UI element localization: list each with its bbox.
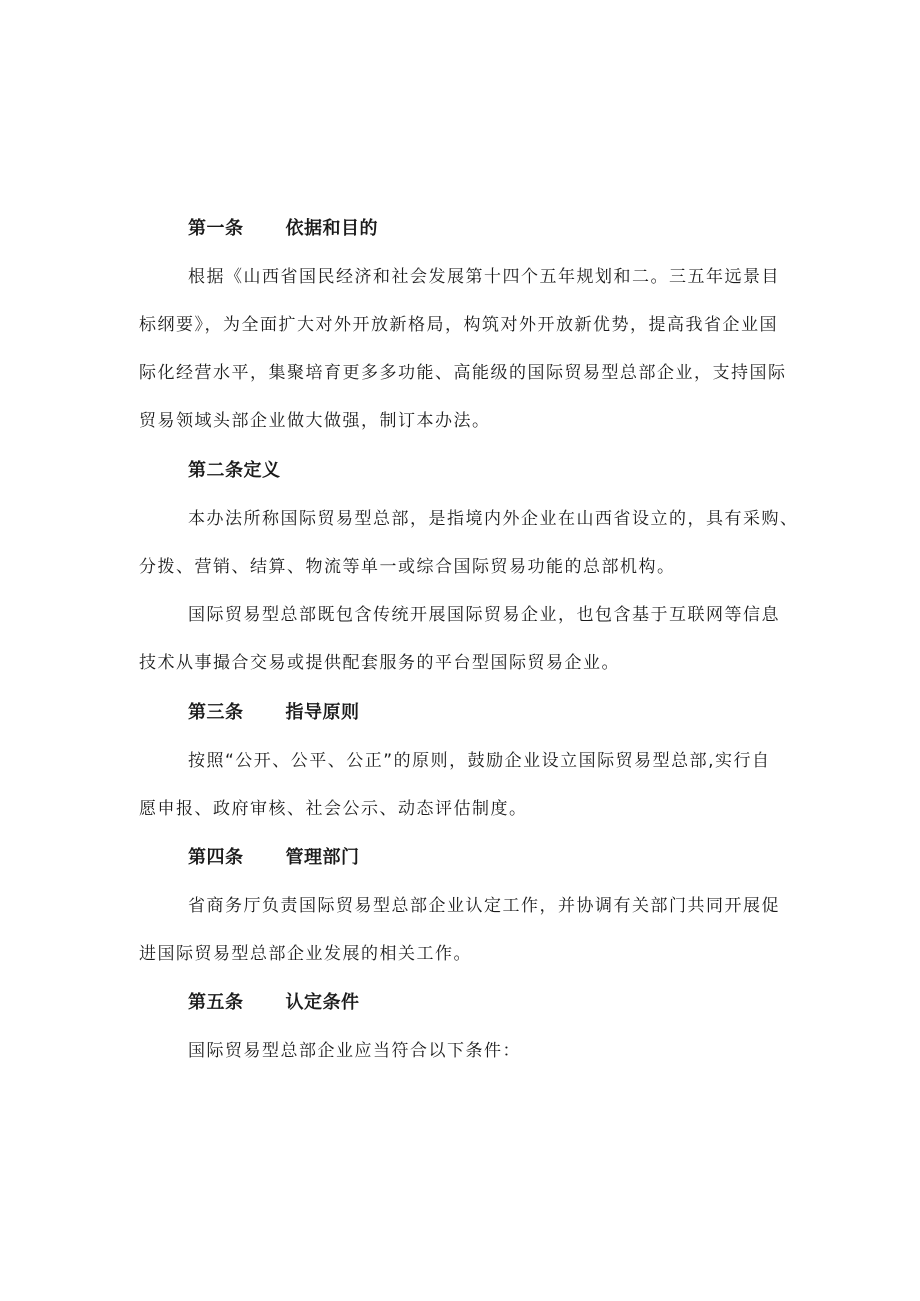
- article-4-title: 管理部门: [285, 847, 360, 868]
- article-1-title: 依据和目的: [285, 218, 378, 239]
- paragraph-line: 分拨、营销、结算、物流等单一或综合国际贸易功能的总部机构。: [139, 557, 676, 577]
- article-3-heading: [188, 702, 360, 724]
- article-4-paragraph: [139, 895, 839, 991]
- article-4-number: 第四条: [188, 847, 244, 868]
- article-4-heading: [188, 847, 360, 869]
- article-5-heading: [188, 992, 360, 1014]
- paragraph-line: 贸易领域头部企业做大做强，制订本办法。: [139, 411, 491, 431]
- paragraph-line: 本办法所称国际贸易型总部，是指境内外企业在山西省设立的，具有采购、: [188, 509, 799, 529]
- article-3-paragraph: [139, 750, 839, 846]
- paragraph-line: 进国际贸易型总部企业发展的相关工作。: [139, 944, 472, 964]
- paragraph-line: 际化经营水平，集聚培育更多多功能、高能级的国际贸易型总部企业，支持国际: [139, 363, 787, 383]
- paragraph-line: 标纲要》，为全面扩大对外开放新格局，构筑对外开放新优势，提高我省企业国: [139, 315, 778, 335]
- paragraph-line: 国际贸易型总部企业应当符合以下条件：: [188, 1041, 521, 1061]
- paragraph-line: 省商务厅负责国际贸易型总部企业认定工作，并协调有关部门共同开展促: [188, 896, 780, 916]
- article-5-paragraph: [139, 1040, 839, 1088]
- article-2-heading: 第二条定义: [188, 460, 281, 481]
- article-5-number: 第五条: [188, 992, 244, 1013]
- article-2-paragraph-2: [139, 604, 839, 700]
- paragraph-line: 愿申报、政府审核、社会公示、动态评估制度。: [139, 799, 528, 819]
- article-1-heading: [188, 218, 378, 240]
- paragraph-line: 技术从事撮合交易或提供配套服务的平台型国际贸易企业。: [139, 653, 620, 673]
- paragraph-line: 按照“公开、公平、公正”的原则，鼓励企业设立国际贸易型总部,实行自: [188, 751, 771, 771]
- article-1-number: 第一条: [188, 218, 244, 239]
- paragraph-line: 国际贸易型总部既包含传统开展国际贸易企业，也包含基于互联网等信息: [188, 605, 780, 625]
- article-3-number: 第三条: [188, 702, 244, 723]
- article-5-title: 认定条件: [285, 992, 360, 1013]
- article-3-title: 指导原则: [285, 702, 360, 723]
- paragraph-line: 根据《山西省国民经济和社会发展第十四个五年规划和二。三五年远景目: [188, 267, 780, 287]
- article-1-paragraph: [139, 266, 839, 458]
- article-2-paragraph-1: [139, 508, 839, 604]
